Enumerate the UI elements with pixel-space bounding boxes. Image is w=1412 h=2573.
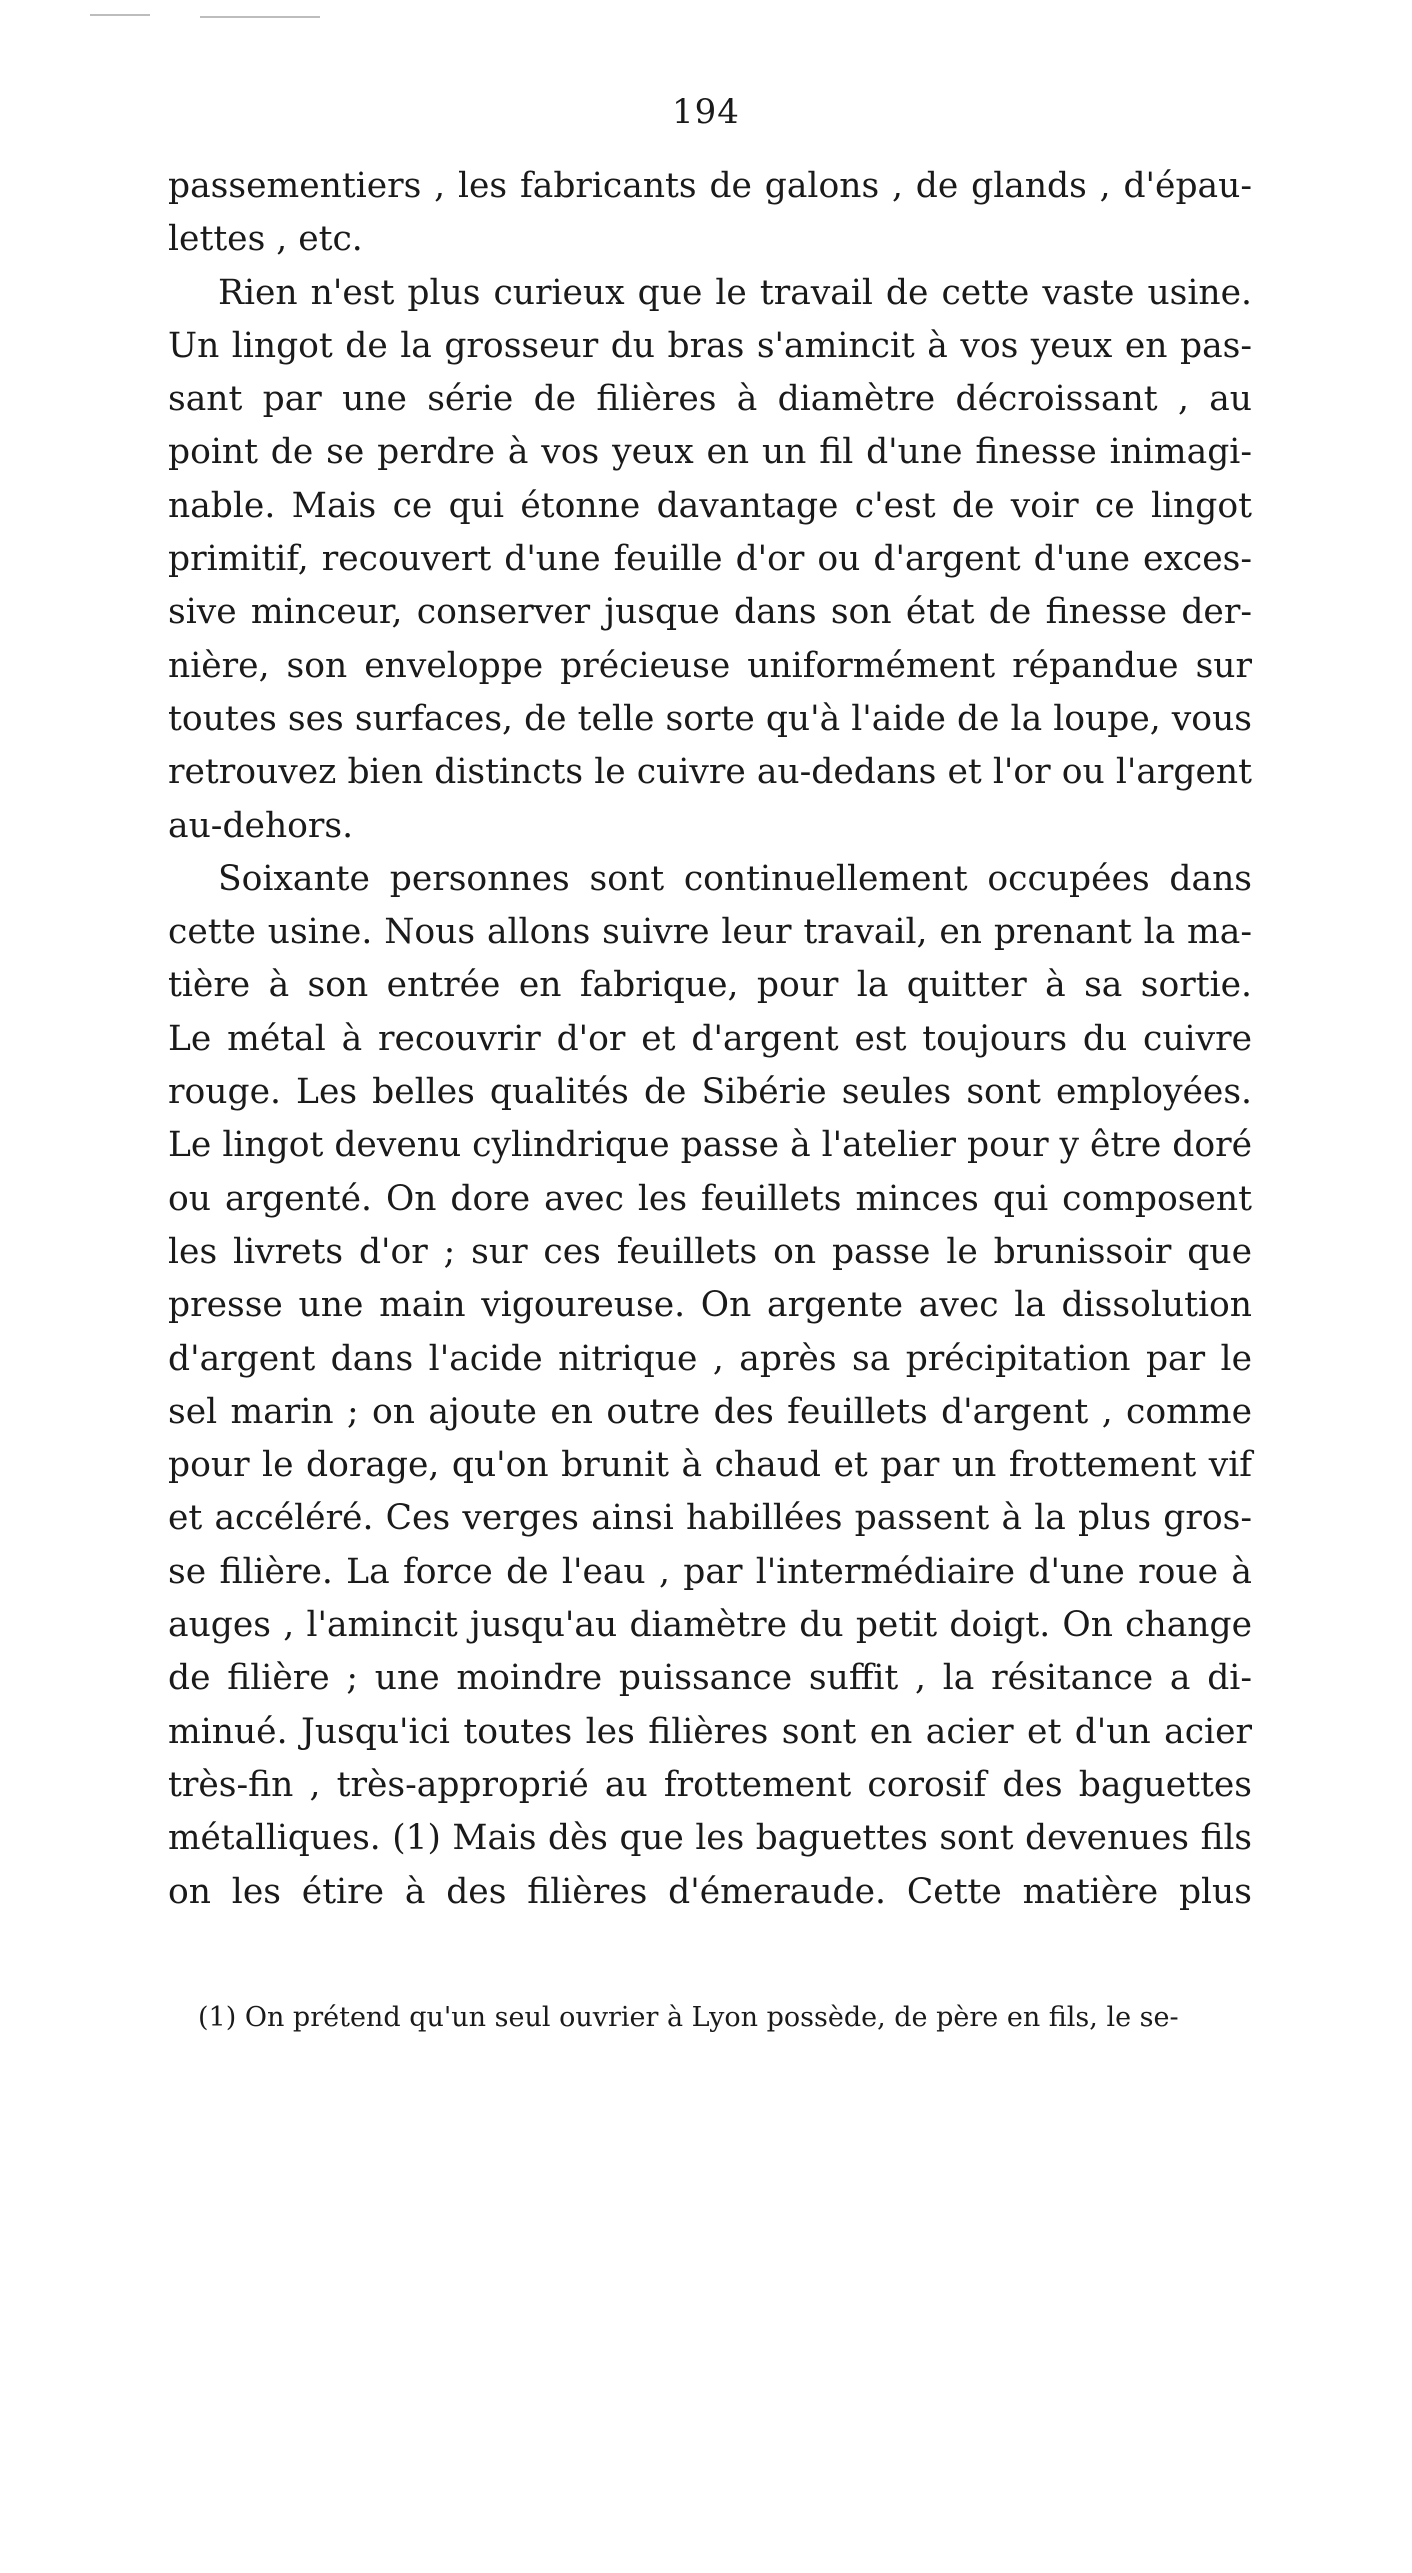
footnote: (1) On prétend qu'un seul ouvrier à Lyon possède, de père en fils, le se- <box>198 2002 1179 2033</box>
text-line: au-dehors. <box>168 805 354 846</box>
paragraph-2 <box>168 267 1252 853</box>
text-line: toutes ses surfaces, de telle sorte qu'à l'aide de la loupe, vous <box>168 698 1252 739</box>
text-line: primitif, recouvert d'une feuille d'or ou d'argent d'une exces- <box>168 539 1252 580</box>
paragraph-1 <box>168 160 1252 267</box>
text-line: rouge. Les belles qualités de Sibérie seules sont employées. <box>168 1072 1252 1113</box>
text-line: Le métal à recouvrir d'or et d'argent est toujours du cuivre <box>168 1018 1252 1059</box>
text-line: se filière. La force de l'eau , par l'intermédiaire d'une roue à <box>168 1551 1252 1592</box>
text-line: nière, son enveloppe précieuse uniformément répandue sur <box>168 645 1252 686</box>
text-line: tière à son entrée en fabrique, pour la quitter à sa sortie. <box>168 965 1252 1006</box>
text-line: auges , l'amincit jusqu'au diamètre du petit doigt. On change <box>168 1605 1252 1646</box>
text-line: Rien n'est plus curieux que le travail de cette vaste usine. <box>218 272 1252 313</box>
text-line: métalliques. (1) Mais dès que les baguettes sont devenues fils <box>168 1818 1252 1859</box>
text-line: et accéléré. Ces verges ainsi habillées passent à la plus gros- <box>168 1498 1252 1539</box>
text-line: très-fin , très-approprié au frottement corosif des baguettes <box>168 1764 1252 1805</box>
text-line: passementiers , les fabricants de galons , de glands , d'épau- <box>168 166 1252 206</box>
text-line: sel marin ; on ajoute en outre des feuillets d'argent , comme <box>168 1391 1252 1432</box>
text-line: minué. Jusqu'ici toutes les filières sont en acier et d'un acier <box>168 1711 1252 1752</box>
text-line: point de se perdre à vos yeux en un fil d'une finesse inimagi- <box>168 432 1252 473</box>
text-line: de filière ; une moindre puissance suffit , la résitance a di- <box>168 1658 1252 1699</box>
page-number: 194 <box>672 92 740 132</box>
text-line: cette usine. Nous allons suivre leur travail, en prenant la ma- <box>168 912 1252 953</box>
text-line: ou argenté. On dore avec les feuillets minces qui composent <box>168 1178 1252 1219</box>
paragraph-3 <box>168 853 1252 1919</box>
text-line: nable. Mais ce qui étonne davantage c'est de voir ce lingot <box>168 485 1252 526</box>
text-line: presse une main vigoureuse. On argente avec la dissolution <box>168 1285 1252 1326</box>
text-line: Le lingot devenu cylindrique passe à l'atelier pour y être doré <box>168 1125 1252 1166</box>
text-line: retrouvez bien distincts le cuivre au-dedans et l'or ou l'argent <box>168 752 1252 793</box>
text-line: pour le dorage, qu'on brunit à chaud et par un frottement vif <box>168 1445 1252 1486</box>
scan-artifact-mark <box>200 16 320 18</box>
text-line: sant par une série de filières à diamètre décroissant , au <box>168 379 1252 420</box>
text-line: Un lingot de la grosseur du bras s'amincit à vos yeux en pas- <box>168 325 1252 366</box>
text-line: d'argent dans l'acide nitrique , après sa précipitation par le <box>168 1338 1252 1379</box>
text-line: les livrets d'or ; sur ces feuillets on passe le brunissoir que <box>168 1231 1252 1272</box>
text-line: lettes , etc. <box>168 219 363 260</box>
text-line: on les étire à des filières d'émeraude. Cette matière plus <box>168 1871 1252 1912</box>
text-line: sive minceur, conserver jusque dans son état de finesse der- <box>168 592 1252 633</box>
scan-artifact-mark <box>90 14 150 16</box>
body-text <box>168 160 1252 1919</box>
text-line: Soixante personnes sont continuellement occupées dans <box>218 858 1252 899</box>
